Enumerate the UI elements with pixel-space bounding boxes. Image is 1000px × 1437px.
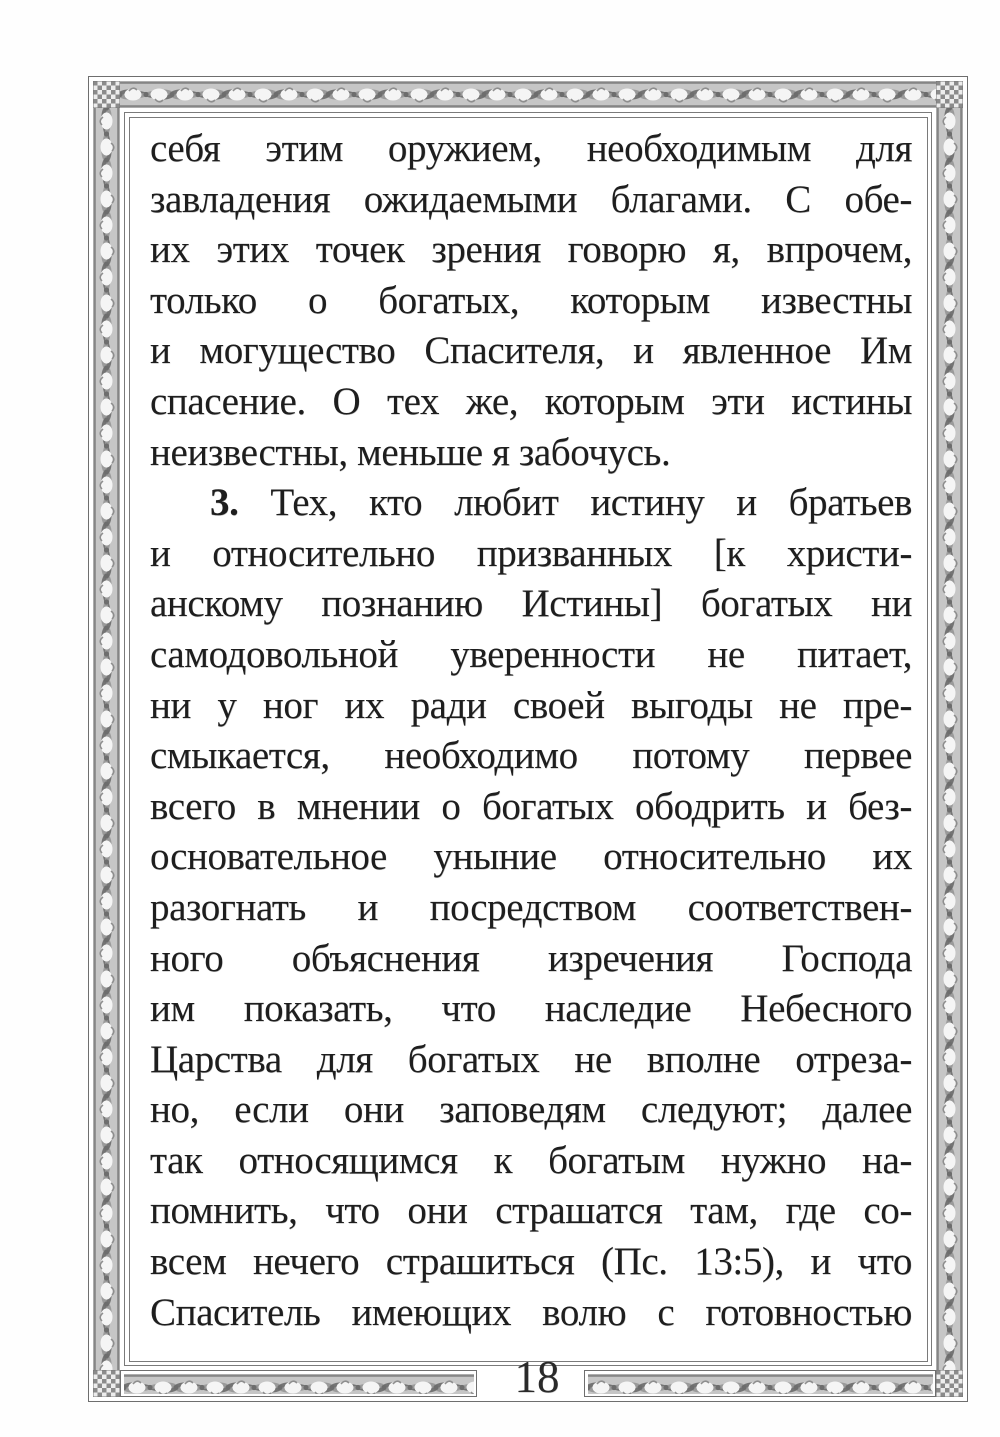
text-line: основательное уныние относительно их [150, 835, 912, 879]
text-line: разогнать и посредством соответствен- [150, 885, 912, 929]
text-line: их этих точек зрения говорю я, впрочем, [150, 228, 912, 272]
text-line: Спаситель имеющих волю с готовностью [150, 1290, 912, 1334]
text-line: им показать, что наследие Небесного [150, 987, 912, 1031]
border-corner-checker-icon [936, 81, 963, 108]
text-line: и могущество Спасителя, и явленное Им [150, 329, 912, 373]
text-line: самодовольной уверенности не питает, [150, 632, 912, 676]
text-line: но, если они заповедям следуют; далее [150, 1088, 912, 1132]
border-corner-checker-icon [93, 81, 120, 108]
section-number: 3. [210, 481, 239, 525]
border-right-band [936, 108, 963, 1370]
text-line: завладения ожидаемыми благами. С обе- [150, 177, 912, 221]
text-block [150, 124, 912, 1338]
text-line: только о богатых, которым известны [150, 278, 912, 322]
text-line: себя этим оружием, необходимым для [150, 127, 912, 170]
border-top-band [120, 81, 936, 108]
text-line: всего в мнении о богатых ободрить и без- [150, 784, 912, 828]
text-line: Царства для богатых не вполне отреза- [150, 1037, 912, 1081]
text-line: всем нечего страшиться (Пс. 13:5), и что [150, 1240, 912, 1284]
text-line: спасение. О тех же, которым эти истины [150, 379, 912, 423]
text-line: неизвестны, меньше я забочусь. [150, 430, 671, 474]
text-line: смыкается, необходимо потому первее [150, 734, 912, 778]
border-bottom-left-segment [120, 1370, 477, 1397]
text-line: анскому познанию Истины] богатых ни [150, 582, 912, 626]
text-line: 3. Тех, кто любит истину и братьев [210, 481, 912, 525]
text-line: ни у ног их ради своей выгоды не пре- [150, 683, 912, 727]
border-corner-checker-icon [936, 1370, 963, 1397]
text-line: помнить, что они страшатся там, где со- [150, 1189, 912, 1233]
border-left-band [93, 108, 120, 1370]
page-number: 18 [514, 1352, 560, 1402]
text-line: и относительно призванных [к христи- [150, 531, 912, 575]
border-corner-checker-icon [93, 1370, 120, 1397]
text-line: так относящимся к богатым нужно на- [150, 1138, 912, 1182]
text-line: ного объяснения изречения Господа [150, 936, 912, 980]
